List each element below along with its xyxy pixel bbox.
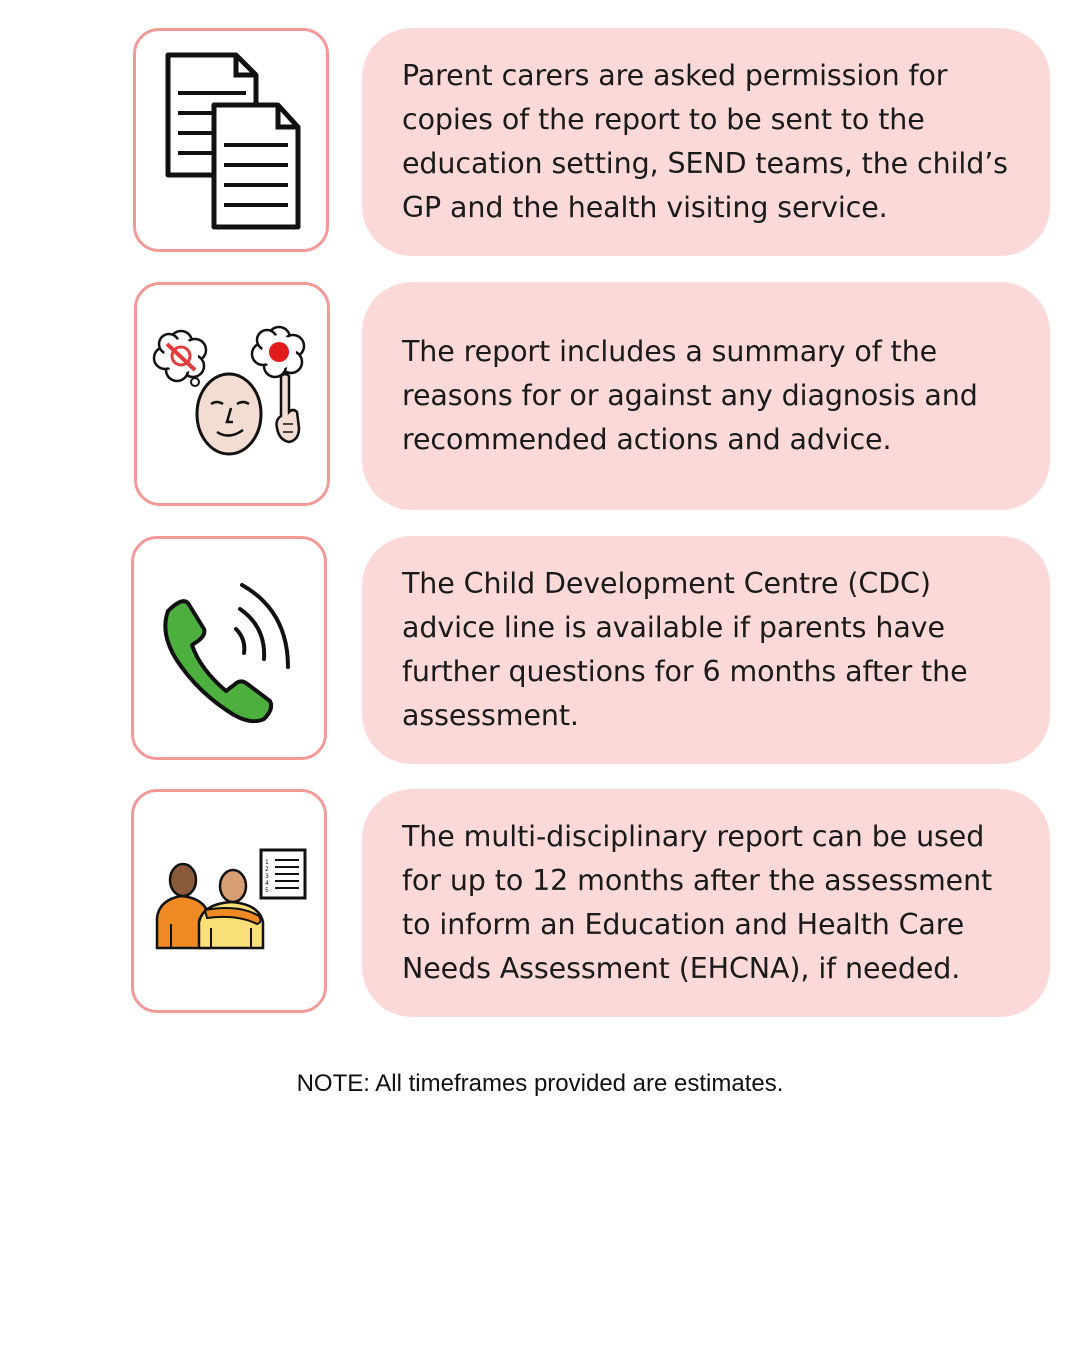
step-text-box-2 [362, 282, 1050, 510]
documents-icon [156, 45, 306, 235]
step-text-3: The Child Development Centre (CDC) advice line is available if parents have further questions for 6 months after the assessment. [402, 567, 968, 732]
svg-text:4: 4 [265, 880, 269, 887]
step-text-1: Parent carers are asked permission for copies of the report to be sent to the education setting, SEND teams, the child’s GP and the health visiting service. [402, 59, 1008, 224]
step-text-2: The report includes a summary of the reasons for or against any diagnosis and recommended actions and advice. [402, 335, 978, 456]
svg-text:2: 2 [265, 866, 269, 873]
svg-text:5: 5 [265, 887, 269, 894]
timeframes-note: NOTE: All timeframes provided are estimates. [296, 1070, 784, 1097]
svg-text:1: 1 [265, 859, 269, 866]
phone-icon [154, 573, 304, 723]
icon-card-3 [131, 536, 327, 760]
svg-text:3: 3 [265, 873, 269, 880]
step-text-box-1 [362, 28, 1050, 256]
step-text-box-3 [362, 536, 1050, 764]
icon-card-4 [131, 789, 327, 1013]
step-text-box-4 [362, 789, 1050, 1017]
step-text-4: The multi-disciplinary report can be used for up to 12 months after the assessment to inform an Education and Health Care Needs Assessment (EHCNA), if needed. [402, 820, 993, 985]
thinking-face-icon [147, 324, 317, 464]
icon-card-2 [134, 282, 330, 506]
icon-card-1 [133, 28, 329, 252]
people-report-icon [149, 846, 309, 956]
